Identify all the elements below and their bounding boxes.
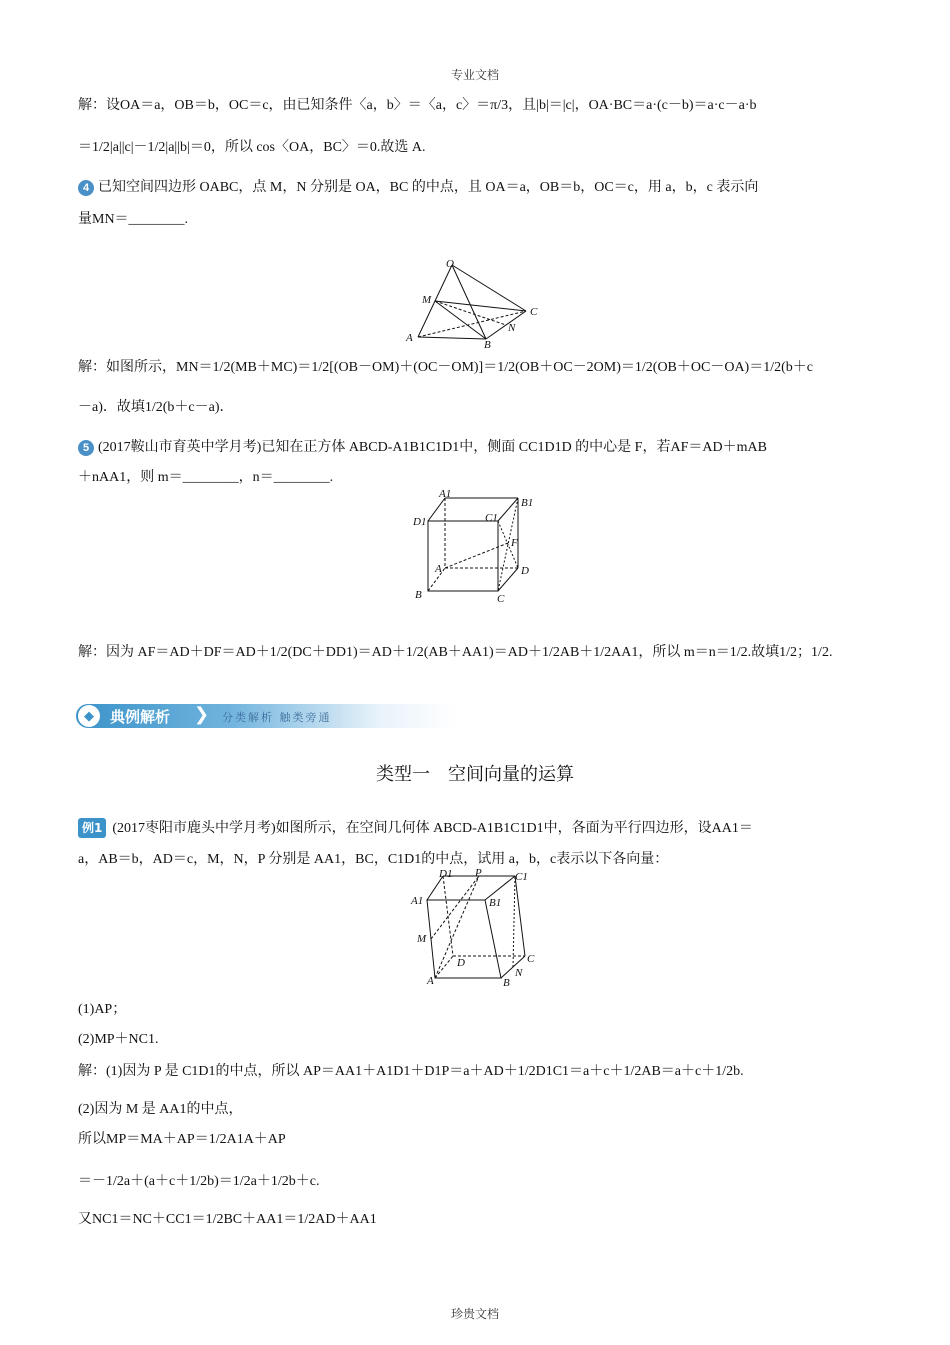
example-badge: 例1 (78, 818, 106, 838)
vertex-label: A (406, 332, 413, 344)
vertex-label: A (427, 975, 434, 987)
parallelepiped-figure (405, 868, 540, 988)
vertex-label: D1 (413, 516, 427, 528)
banner-title: 典例解析 (110, 708, 171, 726)
solution-5: 解：因为 AF＝AD＋DF＝AD＋1/2(DC＋DD1)＝AD＋1/2(AB＋AA1)＝AD＋1/2AB＋1/2AA1，所以 m＝n＝1/2.故填1/2；1/2. (78, 645, 833, 660)
part-1: (1)AP； (78, 1002, 127, 1017)
vertex-label: C (527, 953, 535, 965)
section-title: 类型一 空间向量的运算 (376, 764, 574, 784)
example-1-line-2: a，AB＝b，AD＝c，M，N，P 分别是 AA1，BC，C1D1的中点，试用 a，b，c表示以下各向量： (78, 852, 669, 867)
tetrahedron-figure (400, 255, 550, 350)
question-5-text: (2017鞍山市育英中学月考)已知在正方体 ABCD-A1B1C1D1中，侧面 CC1D1D 的中心是 F，若AF＝AD＋mAB (98, 440, 767, 455)
part-2: (2)MP＋NC1. (78, 1032, 159, 1047)
question-4-line-2: 量MN＝________. (78, 212, 189, 227)
vertex-label: N (508, 322, 516, 334)
solution-part-2-line-1: (2)因为 M 是 AA1的中点， (78, 1102, 243, 1117)
vertex-label: C (530, 306, 538, 318)
vertex-label: M (417, 933, 427, 945)
solution-part-1: 解：(1)因为 P 是 C1D1的中点，所以 AP＝AA1＋A1D1＋D1P＝a＋AD＋1/2D1C1＝a＋c＋1/2AB＝a＋c＋1/2b. (78, 1064, 744, 1079)
cube-icon: ◆ (78, 705, 100, 727)
cube-figure (405, 488, 540, 608)
vertex-label: D (521, 565, 529, 577)
chevron-right-icon: ❯ (194, 704, 210, 724)
vertex-label: M (422, 294, 432, 306)
vertex-label: A1 (439, 488, 452, 500)
vertex-label: A1 (411, 895, 424, 907)
solution-part-2-line-3: ＝－1/2a＋(a＋c＋1/2b)＝1/2a＋1/2b＋c. (78, 1174, 320, 1189)
vertex-label: B1 (521, 497, 534, 509)
vertex-label: B (415, 589, 422, 601)
question-4-text: 已知空间四边形 OABC，点 M，N 分别是 OA，BC 的中点，且 OA＝a，OB＝b，OC＝c，用 a，b，c 表示向 (98, 180, 759, 195)
solution-3-line-1: 解：设OA＝a，OB＝b，OC＝c，由已知条件〈a，b〉＝〈a，c〉＝π/3，且|b|＝|c|，OA·BC＝a·(c－b)＝a·c－a·b (78, 98, 757, 113)
vertex-label: C (497, 593, 505, 605)
page-footer: 珍贵文档 (450, 1307, 499, 1321)
vertex-label: P (475, 868, 482, 879)
vertex-label: D (457, 957, 465, 969)
question-number-badge: 4 (78, 180, 94, 196)
vertex-label: N (515, 967, 523, 979)
vertex-label: F (511, 537, 518, 549)
solution-4-line-1: 解：如图所示，MN＝1/2(MB＋MC)＝1/2[(OB－OM)＋(OC－OM)]＝1/2(OB＋OC－2OM)＝1/2(OB＋OC－OA)＝1/2(b＋c (78, 360, 813, 375)
question-5 (78, 438, 767, 458)
page-header: 专业文档 (450, 68, 499, 82)
solution-part-2-line-2: 所以MP＝MA＋AP＝1/2A1A＋AP (78, 1132, 286, 1147)
vertex-label: B (484, 339, 491, 350)
vertex-label: B (503, 977, 510, 988)
vertex-label: B1 (489, 897, 502, 909)
vertex-label: C1 (485, 512, 498, 524)
solution-4-line-2: －a)．故填1/2(b＋c－a)． (78, 400, 234, 415)
question-5-line-2: ＋nAA1，则 m＝________，n＝________. (78, 470, 334, 485)
vertex-label: C1 (515, 871, 528, 883)
section-banner (76, 704, 456, 728)
question-number-badge: 5 (78, 440, 94, 456)
solution-3-line-2: ＝1/2|a||c|－1/2|a||b|＝0，所以 cos〈OA，BC〉＝0.故选 A. (78, 140, 426, 155)
example-1 (78, 818, 753, 839)
question-4 (78, 178, 758, 198)
vertex-label: D1 (439, 868, 453, 880)
vertex-label: A (435, 563, 442, 575)
solution-part-2-line-4: 又NC1＝NC＋CC1＝1/2BC＋AA1＝1/2AD＋AA1 (78, 1212, 377, 1227)
vertex-label: O (446, 258, 454, 270)
banner-subtitle: 分类解析 触类旁通 (222, 711, 332, 724)
example-1-text: (2017枣阳市鹿头中学月考)如图所示，在空间几何体 ABCD-A1B1C1D1中，各面为平行四边形，设AA1＝ (112, 821, 753, 836)
